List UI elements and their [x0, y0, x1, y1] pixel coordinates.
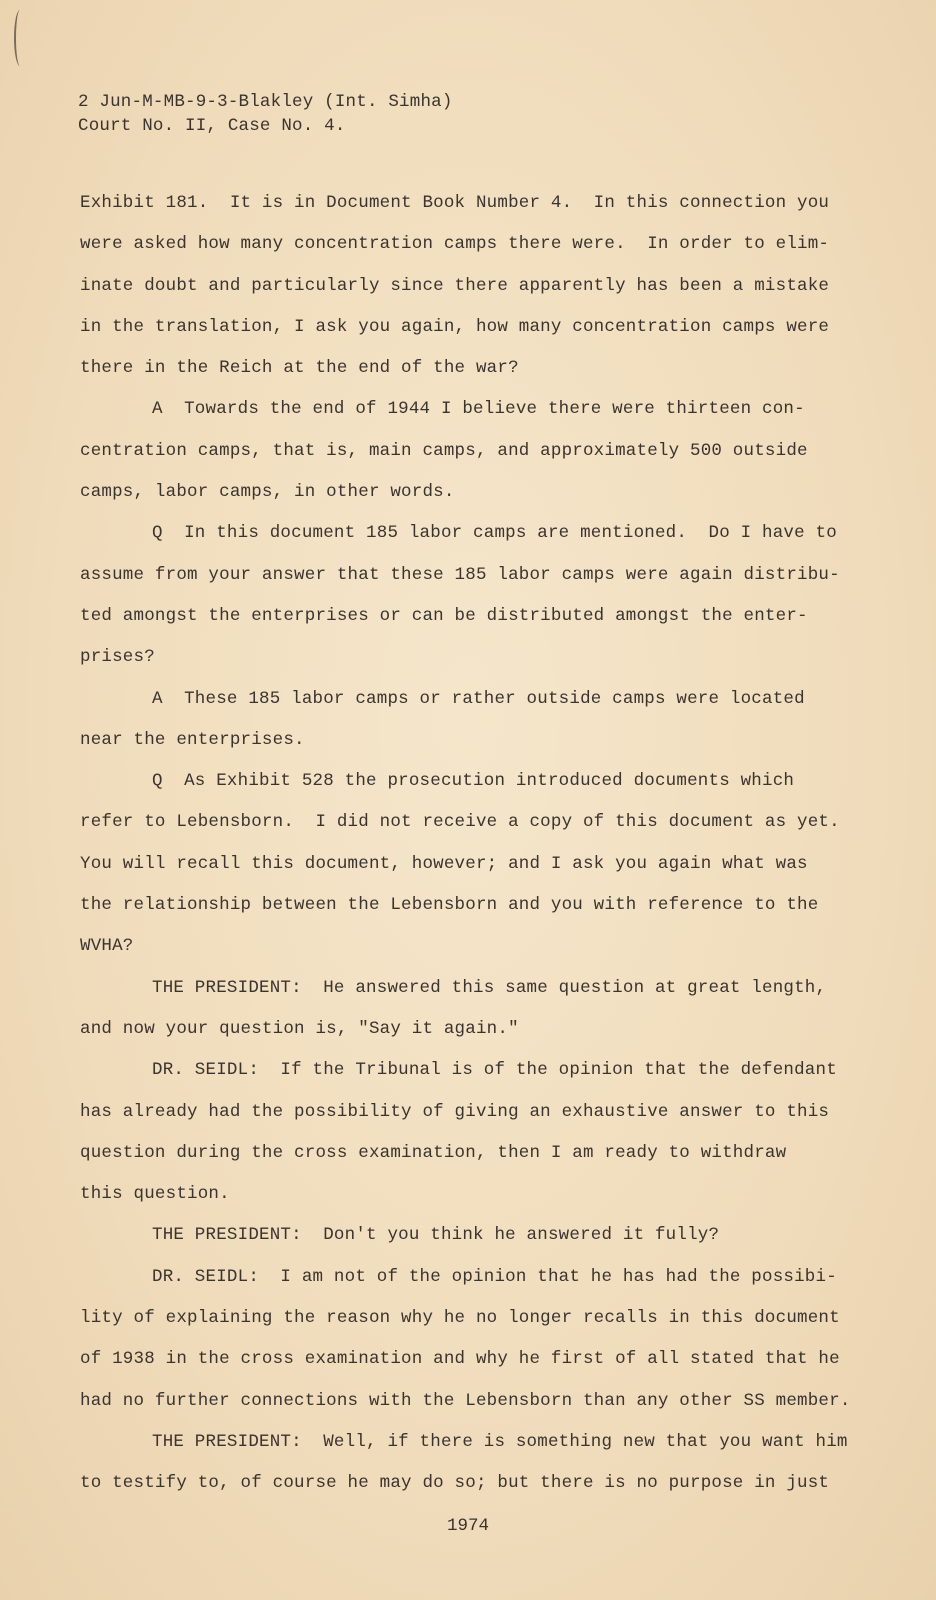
transcript-line: near the enterprises.	[80, 729, 305, 750]
transcript-line: THE PRESIDENT: Don't you think he answered it fully?	[152, 1225, 720, 1246]
transcript-line: question during the cross examination, then I am ready to withdraw	[80, 1142, 787, 1163]
transcript-line: had no further connections with the Lebensborn than any other SS member.	[80, 1390, 851, 1411]
transcript-line: were asked how many concentration camps there were. In order to elim-	[80, 234, 830, 255]
transcript-line: DR. SEIDL: I am not of the opinion that he has had the possibi-	[152, 1266, 837, 1287]
transcript-line: THE PRESIDENT: Well, if there is something new that you want him	[152, 1431, 848, 1452]
transcript-line: has already had the possibility of giving an exhaustive answer to this	[80, 1101, 830, 1122]
header-reference-line: 2 Jun-M-MB-9-3-Blakley (Int. Simha)	[78, 92, 453, 112]
transcript-line: there in the Reich at the end of the war?	[80, 358, 519, 379]
transcript-line: in the translation, I ask you again, how many concentration camps were	[80, 316, 830, 337]
transcript-line: You will recall this document, however; and I ask you again what was	[80, 853, 808, 874]
transcript-line: prises?	[80, 647, 155, 668]
transcript-line: THE PRESIDENT: He answered this same question at great length,	[152, 977, 827, 998]
transcript-line: refer to Lebensborn. I did not receive a copy of this document as yet.	[80, 812, 840, 833]
transcript-body	[80, 183, 851, 1505]
transcript-line: inate doubt and particularly since there apparently has been a mistake	[80, 275, 830, 296]
transcript-line: the relationship between the Lebensborn and you with reference to the	[80, 895, 819, 916]
transcript-line: DR. SEIDL: If the Tribunal is of the opinion that the defendant	[152, 1060, 837, 1081]
transcript-line: Q In this document 185 labor camps are mentioned. Do I have to	[152, 523, 837, 544]
transcript-line: and now your question is, "Say it again."	[80, 1018, 519, 1039]
page-edge-mark	[14, 10, 26, 66]
transcript-line: centration camps, that is, main camps, and approximately 500 outside	[80, 440, 808, 461]
transcript-line: A Towards the end of 1944 I believe there were thirteen con-	[152, 399, 805, 420]
page-number: 1974	[446, 1516, 489, 1536]
transcript-line: of 1938 in the cross examination and why he first of all stated that he	[80, 1349, 840, 1370]
transcript-line: assume from your answer that these 185 labor camps were again distribu-	[80, 564, 840, 585]
transcript-line: WVHA?	[80, 936, 134, 957]
transcript-line: this question.	[80, 1184, 230, 1205]
transcript-line: camps, labor camps, in other words.	[80, 482, 455, 503]
transcript-line: A These 185 labor camps or rather outside camps were located	[152, 688, 805, 709]
transcript-line: lity of explaining the reason why he no longer recalls in this document	[80, 1308, 840, 1329]
document-header	[78, 90, 453, 138]
header-court-line: Court No. II, Case No. 4.	[78, 116, 346, 136]
transcript-line: Exhibit 181. It is in Document Book Number 4. In this connection you	[80, 193, 830, 213]
transcript-line: Q As Exhibit 528 the prosecution introduced documents which	[152, 771, 795, 792]
transcript-line: ted amongst the enterprises or can be distributed amongst the enter-	[80, 605, 808, 626]
transcript-line: to testify to, of course he may do so; but there is no purpose in just	[80, 1473, 830, 1494]
